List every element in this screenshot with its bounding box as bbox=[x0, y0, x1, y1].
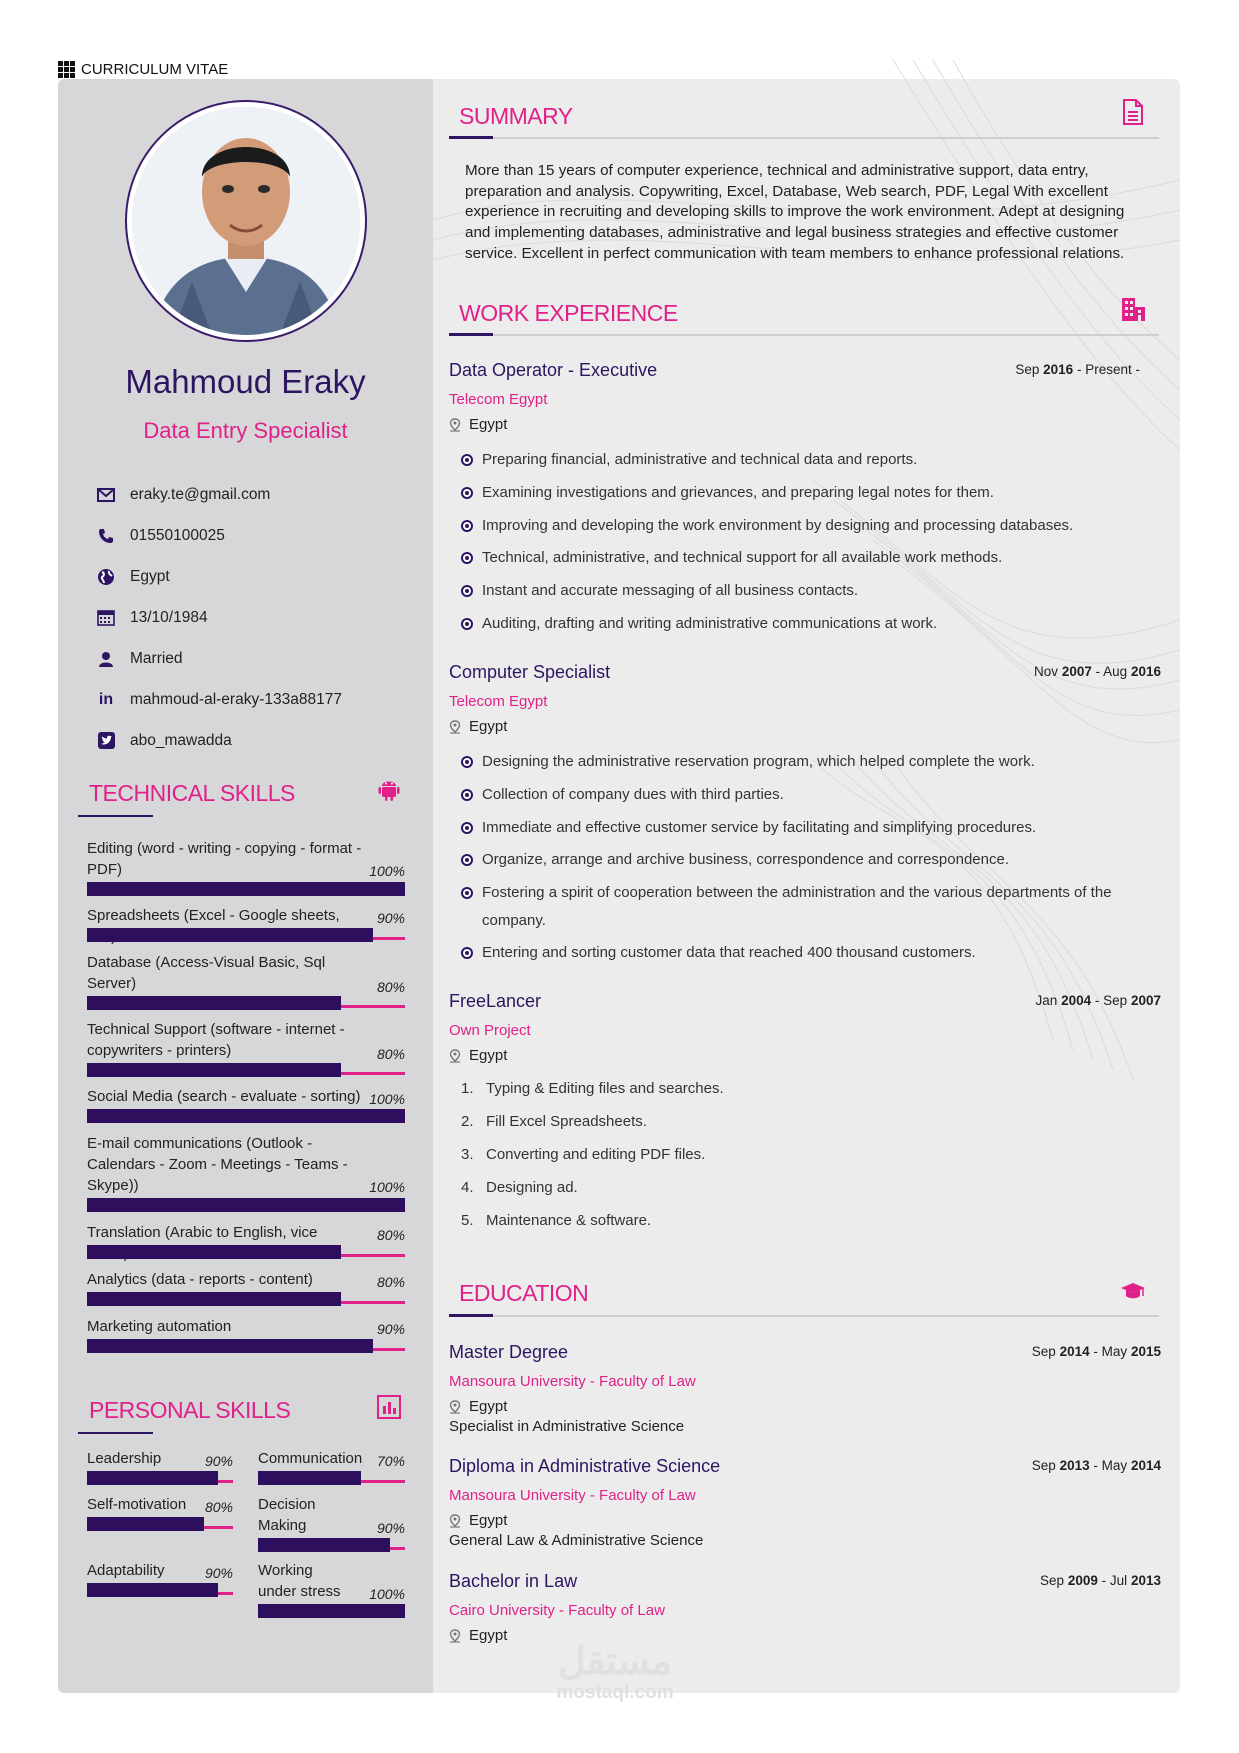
building-icon bbox=[1120, 295, 1146, 323]
job-title: Computer Specialist bbox=[449, 662, 611, 682]
globe-icon bbox=[96, 567, 116, 587]
skill-item bbox=[87, 1316, 405, 1363]
education-location: Egypt bbox=[449, 1398, 1161, 1415]
skill-item bbox=[87, 1133, 405, 1222]
school-name: Cairo University - Faculty of Law bbox=[449, 1602, 665, 1619]
degree-title: Master Degree bbox=[449, 1342, 569, 1362]
skill-item bbox=[258, 1448, 405, 1488]
job-dates: Nov 2007 - Aug 2016 bbox=[1034, 664, 1161, 679]
linkedin-icon: in bbox=[98, 690, 114, 708]
skill-bar bbox=[87, 1245, 405, 1259]
skill-percent: 100% bbox=[369, 1586, 405, 1602]
location-pin-icon bbox=[449, 1514, 461, 1528]
education-entry bbox=[449, 1456, 1161, 1549]
location-pin-icon bbox=[449, 720, 461, 734]
education-dates: Sep 2014 - May 2015 bbox=[1031, 1344, 1161, 1359]
education-dates: Sep 2009 - Jul 2013 bbox=[1040, 1573, 1161, 1588]
work-experience-underline bbox=[449, 333, 493, 336]
cv-header bbox=[58, 58, 228, 80]
skill-item bbox=[87, 1086, 405, 1133]
education-location: Egypt bbox=[449, 1512, 1161, 1529]
job-location: Egypt bbox=[449, 1047, 1161, 1064]
list-item: Instant and accurate messaging of all business contacts. bbox=[449, 577, 1161, 605]
location-pin-icon bbox=[449, 418, 461, 432]
list-item: Collection of company dues with third parties. bbox=[449, 781, 1161, 809]
cv-header-label: CURRICULUM VITAE bbox=[81, 60, 229, 78]
skill-percent: 80% bbox=[376, 979, 405, 995]
skill-bar bbox=[87, 882, 405, 896]
degree-title: Bachelor in Law bbox=[449, 1571, 578, 1591]
profile-role: Data Entry Specialist bbox=[143, 418, 348, 443]
education-dates: Sep 2013 - May 2014 bbox=[1031, 1458, 1161, 1473]
contact-birthdate: 13/10/1984 bbox=[96, 597, 416, 638]
location-pin-icon bbox=[449, 1629, 461, 1643]
skill-bar bbox=[87, 1583, 233, 1597]
person-icon bbox=[96, 649, 116, 669]
job-tasks bbox=[449, 1075, 1161, 1235]
skill-item bbox=[87, 905, 405, 952]
graduation-cap-icon bbox=[1120, 1278, 1146, 1306]
list-item: 2. Fill Excel Spreadsheets. bbox=[461, 1113, 647, 1130]
work-experience-rule bbox=[449, 334, 1159, 336]
job-company: Own Project bbox=[449, 1022, 531, 1039]
job-dates: Sep 2016 - Present - bbox=[1015, 362, 1140, 377]
document-icon bbox=[1120, 98, 1146, 126]
skill-label: Adaptability bbox=[87, 1562, 165, 1579]
skill-label: Self-motivation bbox=[87, 1496, 187, 1513]
list-item: 3. Converting and editing PDF files. bbox=[461, 1146, 706, 1163]
summary-rule bbox=[449, 137, 1159, 139]
skill-label: Decision Making bbox=[258, 1496, 316, 1534]
skill-item bbox=[258, 1560, 405, 1622]
job-company: Telecom Egypt bbox=[449, 391, 548, 408]
skill-label: Working under stress bbox=[258, 1562, 341, 1600]
job-entry bbox=[449, 662, 1161, 972]
skill-label: Analytics (data - reports - content) bbox=[87, 1271, 313, 1288]
job-dates: Jan 2004 - Sep 2007 bbox=[1035, 993, 1161, 1008]
skill-item bbox=[87, 952, 405, 1019]
twitter-icon bbox=[96, 731, 116, 751]
job-entry bbox=[449, 991, 1161, 1240]
summary-underline bbox=[449, 136, 493, 139]
contact-twitter[interactable]: abo_mawadda bbox=[96, 720, 416, 761]
skill-item bbox=[87, 838, 405, 905]
skill-item bbox=[258, 1494, 405, 1556]
skill-bar bbox=[87, 928, 405, 942]
skill-item bbox=[87, 1560, 233, 1600]
list-item: Auditing, drafting and writing administrative communications at work. bbox=[449, 610, 1161, 638]
contact-phone[interactable]: 01550100025 bbox=[96, 515, 416, 556]
skill-bar bbox=[87, 1471, 233, 1485]
job-responsibilities bbox=[449, 446, 1161, 637]
skill-bar bbox=[87, 1292, 405, 1306]
watermark-logo: مستقل mostaql.com bbox=[556, 1641, 674, 1703]
skill-bar bbox=[87, 1339, 405, 1353]
education-detail: General Law & Administrative Science bbox=[449, 1532, 704, 1549]
skill-label: Communication bbox=[258, 1450, 363, 1467]
list-item: Designing the administrative reservation program, which helped complete the work. bbox=[449, 748, 1161, 776]
skill-bar bbox=[87, 1063, 405, 1077]
skill-percent: 80% bbox=[376, 1274, 405, 1290]
technical-skills-list bbox=[87, 838, 405, 1363]
list-item: Technical, administrative, and technical support for all available work methods. bbox=[449, 544, 1161, 572]
skill-bar bbox=[87, 996, 405, 1010]
summary-heading: SUMMARY bbox=[459, 103, 573, 129]
list-item: 5. Maintenance & software. bbox=[461, 1212, 652, 1229]
skill-label: Leadership bbox=[87, 1450, 162, 1467]
location-pin-icon bbox=[449, 1400, 461, 1414]
job-location: Egypt bbox=[449, 416, 1161, 433]
skill-percent: 90% bbox=[376, 1321, 405, 1337]
education-entry bbox=[449, 1342, 1161, 1435]
skill-percent: 90% bbox=[204, 1453, 233, 1469]
education-heading: EDUCATION bbox=[459, 1280, 589, 1306]
skill-label: Database (Access-Visual Basic, Sql Server) bbox=[87, 954, 326, 992]
phone-icon bbox=[96, 526, 116, 546]
skill-percent: 80% bbox=[376, 1046, 405, 1062]
skill-label: Spreadsheets (Excel - Google sheets, bbox=[87, 907, 340, 924]
skill-bar bbox=[87, 1198, 405, 1212]
list-item: 1. Typing & Editing files and searches. bbox=[461, 1080, 724, 1097]
email-icon bbox=[96, 485, 116, 505]
skill-item bbox=[87, 1019, 405, 1086]
skill-bar bbox=[87, 1109, 405, 1123]
job-title: FreeLancer bbox=[449, 991, 542, 1011]
skill-item bbox=[87, 1269, 405, 1316]
education-location: Egypt bbox=[449, 1627, 1161, 1644]
location-pin-icon bbox=[449, 1049, 461, 1063]
skill-label: Social Media (search - evaluate - sorting) bbox=[87, 1088, 361, 1105]
skill-percent: 90% bbox=[204, 1565, 233, 1581]
skill-label: Technical Support (software - internet - copywriters - printers) bbox=[87, 1021, 345, 1059]
calendar-icon bbox=[96, 608, 116, 628]
list-item: Immediate and effective customer service by facilitating and simplifying procedures. bbox=[449, 814, 1161, 842]
list-item: Improving and developing the work environment by designing and processing databases. bbox=[449, 512, 1161, 540]
education-underline bbox=[449, 1314, 493, 1317]
skill-label: Editing (word - writing - copying - format - PDF) bbox=[87, 840, 362, 878]
contact-marital-status: Married bbox=[96, 638, 416, 679]
list-item: Fostering a spirit of cooperation between the administration and the various departments of the company. bbox=[449, 879, 1161, 934]
education-entry bbox=[449, 1571, 1161, 1644]
skill-bar bbox=[87, 1517, 233, 1531]
degree-title: Diploma in Administrative Science bbox=[449, 1456, 721, 1476]
list-item: Entering and sorting customer data that reached 400 thousand customers. bbox=[449, 939, 1161, 967]
skill-percent: 100% bbox=[369, 1091, 405, 1107]
profile-name: Mahmoud Eraky bbox=[125, 363, 366, 400]
summary-text: More than 15 years of computer experience, technical and administrative support, data entry, preparation and analysis. Copywriting, Excel, Database, Web search, PDF, Legal With excellent experience in recruiting and developing skills to improve the work environment. Adept at designing and implementing databases, administrative and legal business strategies and effective customer service. Excellent in perfect communication with team members to enhance professional relations. bbox=[465, 162, 1125, 262]
job-location: Egypt bbox=[449, 718, 1161, 735]
personal-skills-underline bbox=[78, 1432, 153, 1434]
skill-label: Translation (Arabic to English, vice bbox=[87, 1224, 318, 1241]
skill-percent: 90% bbox=[376, 910, 405, 926]
skill-percent: 100% bbox=[369, 863, 405, 879]
job-entry bbox=[449, 360, 1161, 643]
skill-percent: 80% bbox=[376, 1227, 405, 1243]
skill-percent: 90% bbox=[376, 1520, 405, 1536]
school-name: Mansoura University - Faculty of Law bbox=[449, 1373, 696, 1390]
skill-percent: 70% bbox=[376, 1453, 405, 1469]
skill-percent: 100% bbox=[369, 1179, 405, 1195]
skill-bar bbox=[258, 1471, 405, 1485]
technical-skills-heading: TECHNICAL SKILLS bbox=[89, 780, 295, 806]
education-detail: Specialist in Administrative Science bbox=[449, 1418, 685, 1435]
contact-list bbox=[96, 474, 416, 761]
school-name: Mansoura University - Faculty of Law bbox=[449, 1487, 696, 1504]
list-item: Preparing financial, administrative and technical data and reports. bbox=[449, 446, 1161, 474]
skill-item bbox=[87, 1494, 233, 1534]
skill-bar bbox=[258, 1538, 405, 1552]
contact-email[interactable]: eraky.te@gmail.com bbox=[96, 474, 416, 515]
skill-label: Marketing automation bbox=[87, 1318, 232, 1335]
job-responsibilities bbox=[449, 748, 1161, 967]
personal-skills-heading: PERSONAL SKILLS bbox=[89, 1397, 291, 1423]
job-company: Telecom Egypt bbox=[449, 693, 548, 710]
contact-country: Egypt bbox=[96, 556, 416, 597]
skill-item bbox=[87, 1222, 405, 1269]
grid-icon bbox=[58, 61, 75, 78]
profile-photo bbox=[125, 100, 367, 342]
contact-linkedin[interactable]: in mahmoud-al-eraky-133a88177 bbox=[96, 679, 416, 720]
skill-bar bbox=[258, 1604, 405, 1618]
education-rule bbox=[449, 1315, 1159, 1317]
work-experience-heading: WORK EXPERIENCE bbox=[459, 300, 678, 326]
chart-icon bbox=[376, 1394, 402, 1420]
skill-label: E-mail communications (Outlook - Calendars - Zoom - Meetings - Teams - Skype)) bbox=[87, 1135, 348, 1194]
list-item: 4. Designing ad. bbox=[461, 1179, 578, 1196]
android-icon bbox=[376, 776, 402, 802]
job-title: Data Operator - Executive bbox=[449, 360, 658, 380]
list-item: Examining investigations and grievances, and preparing legal notes for them. bbox=[449, 479, 1161, 507]
skill-item bbox=[87, 1448, 233, 1488]
technical-skills-underline bbox=[78, 815, 153, 817]
list-item: Organize, arrange and archive business, correspondence and correspondence. bbox=[449, 846, 1161, 874]
skill-percent: 80% bbox=[204, 1499, 233, 1515]
profile-photo-image bbox=[132, 107, 360, 335]
